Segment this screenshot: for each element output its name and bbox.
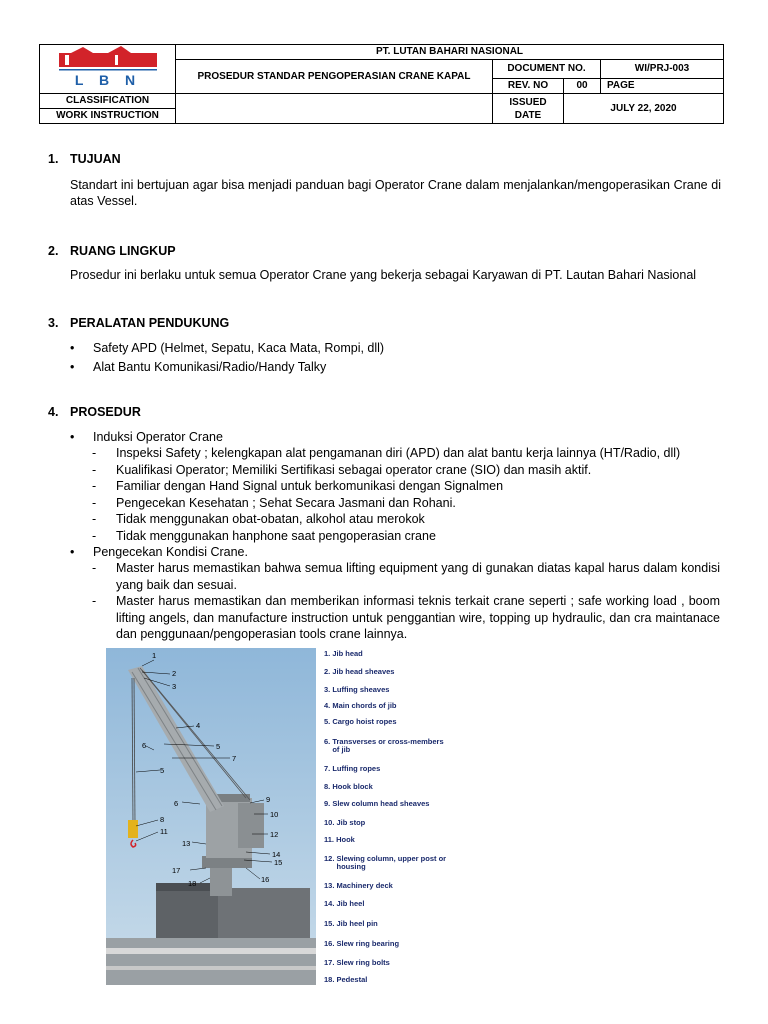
list-item: 7. Luffing ropes: [324, 764, 381, 773]
crane-label: 11: [160, 827, 168, 836]
crane-label: 4: [196, 721, 201, 730]
crane-label: 6: [142, 741, 147, 750]
page-label: PAGE: [601, 79, 724, 94]
list-item: 2. Jib head sheaves: [324, 667, 395, 676]
section-1-paragraph: Standart ini bertujuan agar bisa menjadi panduan bagi Operator Crane dalam menjalankan/mengoperasikan Crane di atas Vessel.: [70, 178, 721, 208]
section-2-paragraph: Prosedur ini berlaku untuk semua Operator Crane yang bekerja sebagai Karyawan di PT. Lautan Bahari Nasional: [70, 268, 697, 282]
crane-label: 5: [216, 742, 221, 751]
list-item: 6. Transverses or cross-members: [324, 737, 444, 746]
list-item: 11. Hook: [324, 835, 355, 844]
list-item: 8. Hook block: [324, 782, 373, 791]
logo-text: L B N: [74, 72, 141, 88]
crane-label: 17: [172, 866, 181, 875]
company-name: PT. LUTAN BAHARI NASIONAL: [176, 45, 724, 60]
doc-no-value: WI/PRJ-003: [601, 60, 724, 79]
crane-label: 12: [270, 830, 279, 839]
classification-value: WORK INSTRUCTION: [40, 109, 176, 124]
crane-label: 10: [270, 810, 279, 819]
section-4-heading: 4. PROSEDUR: [48, 405, 141, 419]
lbn-logo-icon: [53, 45, 163, 89]
list-item: 5. Cargo hoist ropes: [324, 717, 397, 726]
section-1-heading: 1. TUJUAN: [48, 152, 121, 166]
list-item: 14. Jib heel: [324, 899, 365, 908]
crane-label: 1: [152, 651, 157, 660]
document-title: PROSEDUR STANDAR PENGOPERASIAN CRANE KAPAL: [176, 60, 493, 94]
crane-label: 5: [160, 766, 165, 775]
section-3-heading: 3. PERALATAN PENDUKUNG: [48, 316, 230, 330]
crane-label: 7: [232, 754, 237, 763]
crane-label: 13: [182, 839, 191, 848]
list-item: 1. Jib head: [324, 649, 363, 658]
list-item: 12. Slewing column, upper post or: [324, 854, 447, 863]
list-item: 3. Luffing sheaves: [324, 685, 390, 694]
crane-label: 2: [172, 669, 177, 678]
doc-no-label: DOCUMENT NO.: [493, 60, 601, 79]
crane-label: 8: [160, 815, 165, 824]
section-2-heading: 2. RUANG LINGKUP: [48, 244, 176, 258]
list-item: 16. Slew ring bearing: [324, 939, 400, 948]
list-item: 17. Slew ring bolts: [324, 958, 390, 967]
crane-label: 6: [174, 799, 179, 808]
list-item: 13. Machinery deck: [324, 881, 393, 890]
list-item: 18. Pedestal: [324, 975, 368, 984]
crane-photo: [106, 648, 316, 985]
rev-label: REV. NO: [493, 79, 564, 94]
document-header: [39, 44, 724, 124]
list-item: housing: [324, 862, 366, 871]
classification-label: CLASSIFICATION: [40, 94, 176, 109]
issued-date-value: JULY 22, 2020: [564, 94, 724, 124]
crane-label: 18: [188, 879, 197, 888]
list-item: of jib: [324, 745, 351, 754]
crane-illustration: [106, 648, 316, 985]
crane-label: 14: [272, 850, 281, 859]
company-logo: [40, 45, 176, 94]
crane-label: 16: [261, 875, 270, 884]
crane-label: 15: [274, 858, 283, 867]
list-item: 4. Main chords of jib: [324, 701, 397, 710]
issued-date-label: ISSUED DATE: [493, 94, 564, 124]
list-item: 15. Jib heel pin: [324, 919, 378, 928]
crane-label: 3: [172, 682, 177, 691]
rev-value: 00: [564, 79, 601, 94]
list-item: 9. Slew column head sheaves: [324, 799, 430, 808]
list-item: 10. Jib stop: [324, 818, 366, 827]
crane-label: 9: [266, 795, 271, 804]
